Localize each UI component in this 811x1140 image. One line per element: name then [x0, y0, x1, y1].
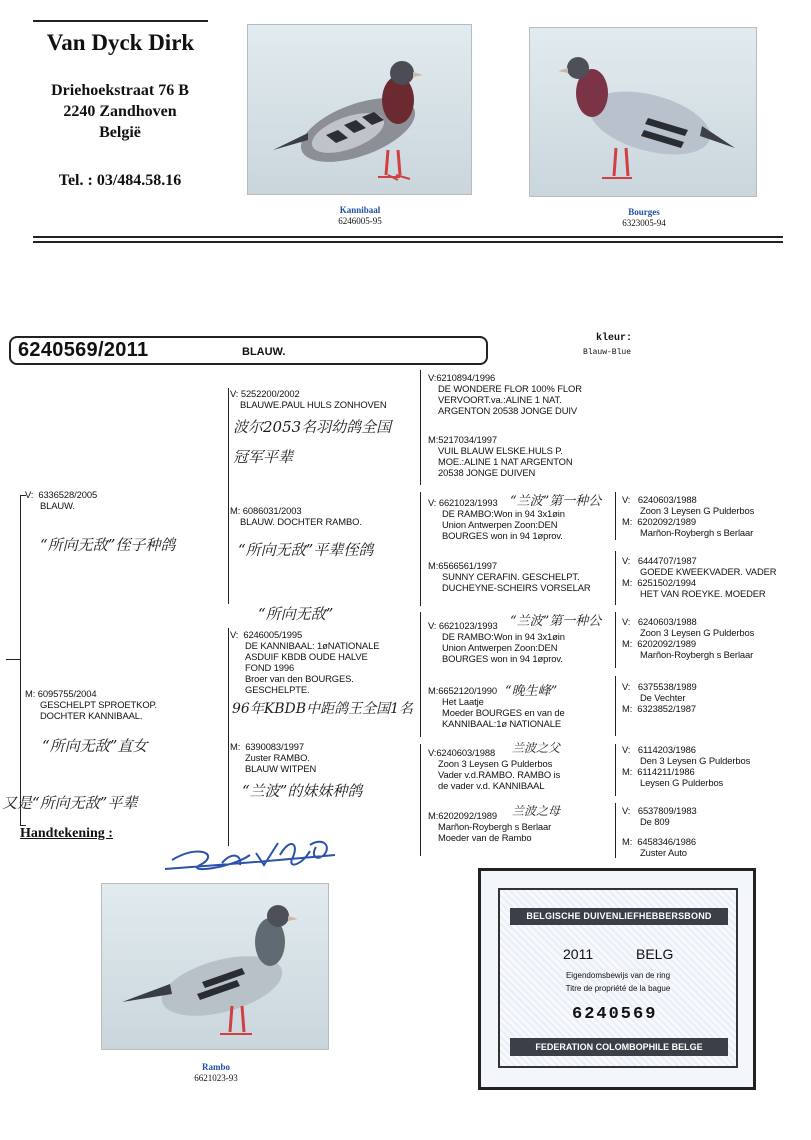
gen4-3-v-prefix: V: — [622, 616, 631, 627]
header-rule — [33, 20, 208, 22]
gen3-8-line2: Moeder van de Rambo — [438, 832, 532, 843]
bracket-gen2-sire — [228, 388, 229, 604]
gen4-4-m-ring: 6323852/1987 — [637, 703, 696, 714]
gen2-ds-prefix: V: — [230, 629, 239, 640]
gen4-6-v-line: De 809 — [640, 816, 670, 827]
gen3-7-prefix: V: — [428, 747, 437, 758]
gen3-6-ring: 6652120/1990 — [438, 685, 497, 696]
gen3-entry-1 — [428, 372, 582, 416]
gen3-5-ring: 6621023/1993 — [438, 620, 498, 631]
gen4-5-m-ring: 6114211/1986 — [637, 766, 695, 777]
gen2-sd-prefix: M: — [230, 505, 241, 516]
bracket-gen4-b — [615, 551, 616, 605]
pigeon-ring-number: 6240569/2011 — [18, 339, 149, 361]
gen3-6-line3: KANNIBAAL:1ø NATIONALE — [442, 718, 562, 729]
ring-card-year: 2011 — [563, 946, 594, 962]
signature-image — [160, 825, 345, 880]
gen3-3-line3: BOURGES won in 94 1øprov. — [442, 530, 563, 541]
gen3-3-line1: DE RAMBO:Won in 94 3x1øin — [442, 508, 565, 519]
gen3-3-prefix: V: — [428, 497, 437, 508]
gen2-dd-line2: BLAUW WITPEN — [245, 763, 317, 774]
gen4-5-v-line: Den 3 Leysen G Pulderbos — [640, 755, 751, 766]
gen3-8-line1: Marñon-Roybergh s Berlaar — [438, 821, 552, 832]
gen2-ds — [230, 629, 379, 695]
gen2-ds-line5: GESCHELPTE. — [245, 684, 310, 695]
breeder-country: België — [99, 124, 141, 141]
gen2-ds-line1: DE KANNIBAAL: 1øNATIONALE — [245, 640, 380, 651]
pigeon-bourges-image — [530, 28, 757, 197]
gen4-6-v-prefix: V: — [622, 805, 631, 816]
gen2-ss-handwriting-2: 冠军平辈 — [233, 448, 294, 466]
ring-card-line1: Eigendomsbewijs van de ring — [565, 971, 671, 980]
gen2-ss-prefix: V: — [230, 388, 239, 399]
gen2-ds-line3: FOND 1996 — [245, 662, 295, 673]
gen4-2-v-prefix: V: — [622, 555, 631, 566]
gen4-6-m-ring: 6458346/1986 — [637, 836, 696, 847]
gen3-8-prefix: M: — [428, 810, 439, 821]
gen3-2-line1: VUIL BLAUW ELSKE.HULS P. — [438, 445, 563, 456]
gen1-dam-line1: GESCHELPT SPROETKOP. — [40, 699, 157, 710]
gen4-6-m-line: Zuster Auto — [640, 847, 687, 858]
caption-bourges-ring: 6323005-94 — [622, 218, 666, 228]
photo-kannibaal — [247, 24, 472, 195]
gen4-2-v-ring: 6444707/1987 — [637, 555, 697, 566]
gen4-pair-5 — [622, 744, 750, 788]
signature-label: Handtekening : — [20, 826, 113, 841]
gen2-sd — [230, 505, 362, 527]
gen3-7-ring: 6240603/1988 — [436, 747, 496, 758]
caption-rambo-name: Rambo — [201, 1062, 230, 1072]
gen2-ss-line1: BLAUWE.PAUL HULS ZONHOVEN — [240, 399, 387, 410]
gen3-2-line3: 20538 JONGE DUIVEN — [438, 467, 536, 478]
gen2-ds-handwriting: 96年KBDB中距鸽王全国1名 — [232, 701, 413, 717]
gen4-1-v-ring: 6240603/1988 — [637, 494, 697, 505]
gen3-2-ring: 5217034/1997 — [438, 434, 497, 445]
gen1-dam-handwriting-1: “所向无敌”直女 — [42, 737, 148, 755]
gen3-entry-2 — [428, 434, 573, 478]
bracket-gen4-f — [615, 803, 616, 858]
gen4-4-m-prefix: M: — [622, 703, 633, 714]
bracket-gen1 — [20, 495, 21, 825]
gen2-ds-ring: 6246005/1995 — [243, 629, 303, 640]
gen4-pair-4 — [622, 681, 697, 714]
caption-kannibaal-ring: 6246005-95 — [338, 216, 382, 226]
gen4-5-v-prefix: V: — [622, 744, 631, 755]
gen2-ss-handwriting-1: 波尔2053名羽幼鸽全国 — [233, 418, 392, 436]
gen1-sire — [25, 489, 97, 511]
caption-rambo — [156, 1062, 276, 1084]
gen3-2-prefix: M: — [428, 434, 439, 445]
gen3-7-handwriting: 兰波之父 — [512, 741, 561, 755]
gen3-1-line2: VERVOORT.va.:ALINE 1 NAT. — [438, 394, 562, 405]
gen3-entry-4 — [428, 560, 591, 593]
bracket-gen3-b — [420, 492, 421, 606]
gen3-1-line1: DE WONDERE FLOR 100% FLOR — [438, 383, 582, 394]
gen3-3-ring: 6621023/1993 — [438, 497, 498, 508]
bracket-gen3-d — [420, 744, 421, 856]
breeder-phone: Tel. : 03/484.58.16 — [58, 172, 182, 189]
photo-rambo — [101, 883, 329, 1050]
breeder-city: 2240 Zandhoven — [63, 103, 177, 120]
gen3-6-line2: Moeder BOURGES en van de — [442, 707, 565, 718]
kleur-label: kleur: — [596, 333, 633, 344]
gen3-1-prefix: V: — [428, 372, 437, 383]
gen3-5-prefix: V: — [428, 620, 437, 631]
gen2-dd-prefix: M: — [230, 741, 241, 752]
gen4-5-m-line: Leysen G Pulderbos — [640, 777, 724, 788]
gen1-dam-line2: DOCHTER KANNIBAAL. — [40, 710, 143, 721]
gen2-ds-line4: Broer van den BOURGES. — [245, 673, 354, 684]
header-divider-2 — [33, 241, 783, 243]
gen3-5-line2: Union Antwerpen Zoon:DEN — [442, 642, 558, 653]
gen2-sd-line1: BLAUW. DOCHTER RAMBO. — [240, 516, 362, 527]
breeder-street: Driehoekstraat 76 B — [51, 82, 189, 99]
gen2-dd-ring: 6390083/1997 — [245, 741, 304, 752]
gen3-2-line2: MOE.:ALINE 1 NAT ARGENTON — [438, 456, 573, 467]
gen4-1-m-prefix: M: — [622, 516, 633, 527]
gen4-1-m-line: Marñon-Roybergh s Berlaar — [640, 527, 754, 538]
gen4-5-v-ring: 6114203/1986 — [637, 744, 696, 755]
gen2-dd-handwriting: “兰波”的妹妹种鸽 — [242, 782, 363, 800]
caption-kannibaal-name: Kannibaal — [339, 205, 381, 215]
gen2-dd-line1: Zuster RAMBO. — [245, 752, 310, 763]
gen4-pair-3 — [622, 616, 754, 660]
gen4-1-m-ring: 6202092/1989 — [637, 516, 696, 527]
gen3-3-handwriting: “兰波”第一种公 — [510, 494, 602, 509]
gen1-sire-ring: 6336528/2005 — [38, 489, 98, 500]
gen1-sire-line1: BLAUW. — [40, 500, 75, 511]
gen3-5-line3: BOURGES won in 94 1øprov. — [442, 653, 563, 664]
gen3-5-handwriting: “兰波”第一种公 — [510, 614, 602, 629]
gen2-ds-top-handwriting: “所向无敌” — [258, 605, 334, 623]
gen4-2-m-ring: 6251502/1994 — [637, 577, 696, 588]
gen4-1-v-prefix: V: — [622, 494, 631, 505]
pigeon-kannibaal-image — [248, 25, 472, 195]
gen4-2-v-line: GOEDE KWEEKVADER. VADER — [640, 566, 777, 577]
gen4-6-m-prefix: M: — [622, 836, 633, 847]
gen4-3-v-ring: 6240603/1988 — [637, 616, 697, 627]
photo-bourges — [529, 27, 757, 197]
gen2-ds-line2: ASDUIF KBDB OUDE HALVE — [245, 651, 368, 662]
gen3-7-line1: Zoon 3 Leysen G Pulderbos — [438, 758, 553, 769]
gen3-6-prefix: M: — [428, 685, 439, 696]
gen3-7-line2: Vader v.d.RAMBO. RAMBO is — [438, 769, 561, 780]
gen4-2-m-line: HET VAN ROEYKE. MOEDER — [640, 588, 766, 599]
ring-card-banner: BELGISCHE DUIVENLIEFHEBBERSBOND — [510, 908, 728, 925]
gen4-pair-1 — [622, 494, 754, 538]
caption-rambo-ring: 6621023-93 — [194, 1073, 238, 1083]
gen2-sd-ring: 6086031/2003 — [242, 505, 302, 516]
bracket-gen1-stub — [6, 659, 20, 660]
gen3-3-line2: Union Antwerpen Zoon:DEN — [442, 519, 558, 530]
gen4-3-m-ring: 6202092/1989 — [637, 638, 696, 649]
gen1-dam-prefix: M: — [25, 688, 36, 699]
gen3-4-prefix: M: — [428, 560, 439, 571]
gen4-3-v-line: Zoon 3 Leysen G Pulderbos — [640, 627, 755, 638]
bracket-gen3-a — [420, 370, 421, 485]
gen3-5-line1: DE RAMBO:Won in 94 3x1øin — [442, 631, 565, 642]
gen4-4-v-prefix: V: — [622, 681, 631, 692]
gen3-4-ring: 6566561/1997 — [438, 560, 497, 571]
header-divider-1 — [33, 236, 783, 238]
gen4-4-v-line: De Vechter — [640, 692, 686, 703]
gen1-dam-handwriting-2: 又是“所向无敌”平辈 — [2, 794, 138, 812]
kleur-value: Blauw-Blue — [583, 348, 632, 357]
pigeon-rambo-image — [102, 884, 329, 1050]
gen1-dam-ring: 6095755/2004 — [37, 688, 97, 699]
gen1-dam — [25, 688, 157, 721]
gen3-7-line3: de vader v.d. KANNIBAAL — [438, 780, 545, 791]
bracket-gen4-e — [615, 744, 616, 796]
bracket-gen3-c — [420, 612, 421, 737]
gen3-8-ring: 6202092/1989 — [438, 810, 497, 821]
ring-card-line2: Titre de propriété de la bague — [565, 984, 671, 993]
gen4-3-m-line: Marñon-Roybergh s Berlaar — [640, 649, 754, 660]
breeder-name: Van Dyck Dirk — [46, 30, 195, 55]
gen3-4-line1: SUNNY CERAFIN. GESCHELPT. — [442, 571, 580, 582]
gen3-4-line2: DUCHEYNE-SCHEIRS VORSELAR — [442, 582, 591, 593]
gen3-8-handwriting: 兰波之母 — [512, 804, 561, 818]
breeder-address — [20, 80, 220, 143]
gen4-2-m-prefix: M: — [622, 577, 633, 588]
gen3-6-line1: Het Laatje — [442, 696, 484, 707]
gen2-ss-ring: 5252200/2002 — [240, 388, 300, 399]
gen3-1-ring: 6210894/1996 — [436, 372, 496, 383]
bracket-gen2-dam — [228, 628, 229, 846]
gen3-1-line3: ARGENTON 20538 JONGE DUIV — [438, 405, 578, 416]
caption-kannibaal — [300, 205, 420, 227]
gen4-6-v-ring: 6537809/1983 — [637, 805, 697, 816]
bracket-gen4-c — [615, 612, 616, 668]
gen4-pair-6 — [622, 805, 697, 858]
ring-card-country: BELG — [636, 946, 674, 962]
gen4-1-v-line: Zoon 3 Leysen G Pulderbos — [640, 505, 755, 516]
ring-card-footer: FEDERATION COLOMBOPHILE BELGE — [510, 1038, 728, 1056]
pigeon-color: BLAUW. — [242, 346, 286, 358]
gen1-sire-prefix: V: — [25, 489, 34, 500]
gen2-sd-handwriting: “所向无敌”平辈侄鸽 — [238, 541, 374, 559]
gen2-dd — [230, 741, 316, 774]
gen4-pair-2 — [622, 555, 776, 599]
gen4-4-v-ring: 6375538/1989 — [637, 681, 697, 692]
caption-bourges-name: Bourges — [628, 207, 660, 217]
bracket-gen4-d — [615, 676, 616, 736]
gen1-sire-handwriting: “所向无敌”侄子种鸽 — [40, 536, 176, 554]
caption-bourges — [584, 207, 704, 229]
ring-card-number: 6240569 — [572, 1005, 658, 1024]
gen4-5-m-prefix: M: — [622, 766, 633, 777]
gen2-ss — [230, 388, 387, 410]
gen3-6-handwriting: “晚生峰” — [505, 684, 558, 699]
bracket-gen4-a — [615, 492, 616, 540]
gen4-3-m-prefix: M: — [622, 638, 633, 649]
